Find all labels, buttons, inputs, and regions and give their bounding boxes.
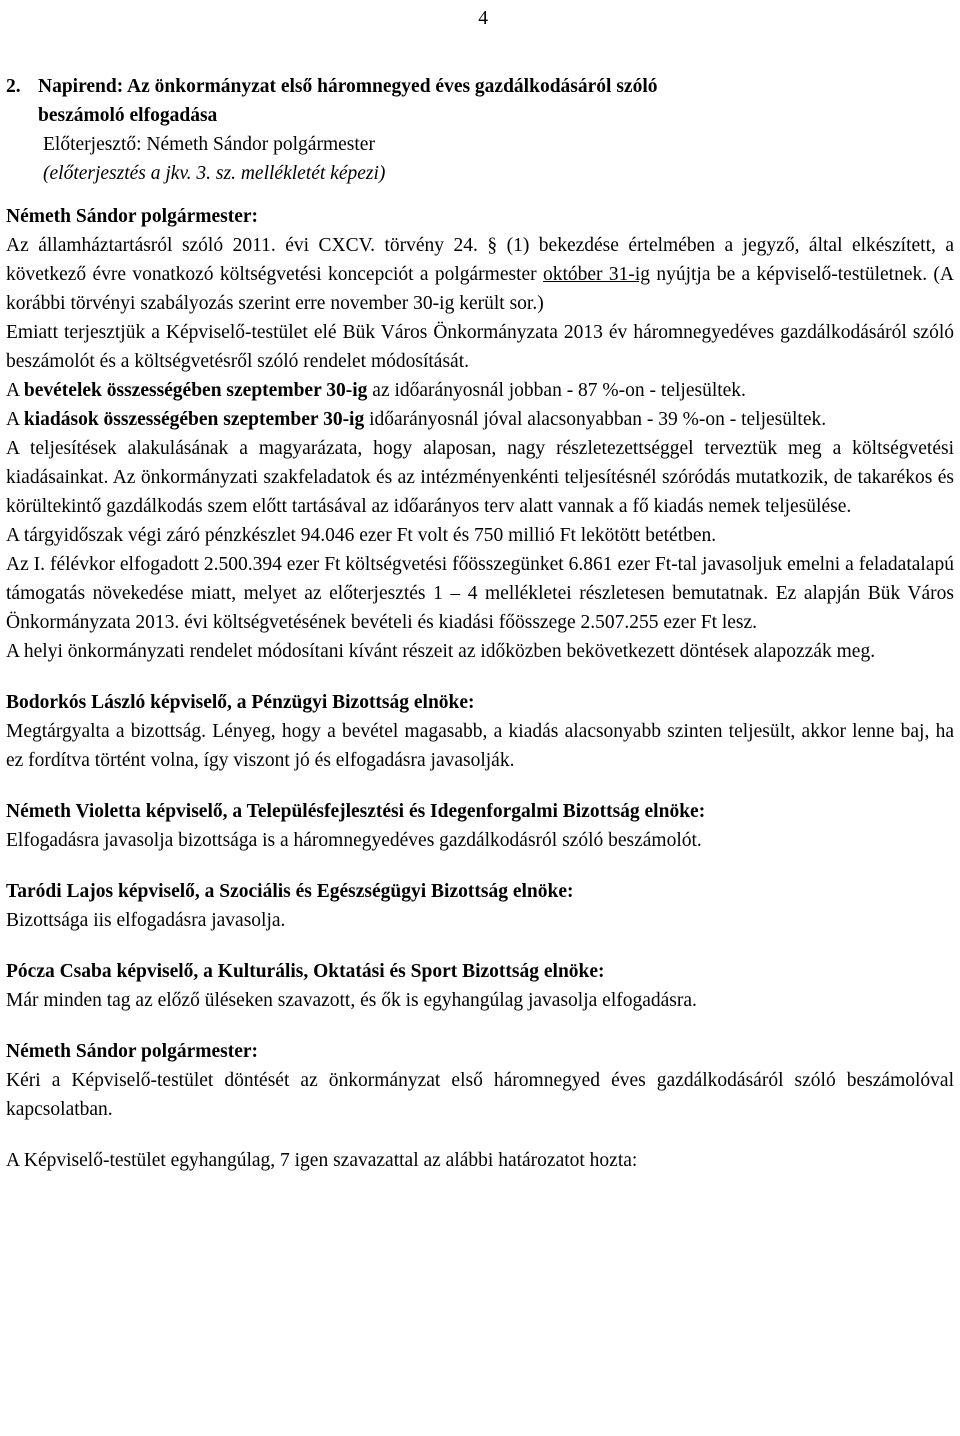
section-social-committee [6,877,954,935]
page-number: 4 [478,8,488,29]
paragraph: Már minden tag az előző üléseken szavazott, és ők is egyhangúlag javasolja elfogadásra. [6,990,697,1011]
speaker-name: Taródi Lajos képviselő, a Szociális és Egészségügyi Bizottság elnöke: [6,881,574,902]
agenda-title-line1: Napirend: Az önkormányzat első háromnegyed éves gazdálkodásáról szóló [38,76,658,97]
section-development-committee [6,797,954,855]
agenda-presenter: Előterjesztő: Németh Sándor polgármester [43,134,375,155]
agenda-number: 2. [6,76,21,97]
paragraph: Az államháztartásról szóló 2011. évi CXCV. törvény 24. § (1) bekezdése értelmében a jegyző, által elkészített, a következő évre vonatkozó költségvetési koncepciót a polgármester október 31-ig nyújtja be a képviselő-testületnek. (A korábbi törvényi szabályozás szerint erre november 30-ig került sor.) [6,235,955,314]
speaker-name: Bodorkós László képviselő, a Pénzügyi Bizottság elnöke: [6,692,475,713]
closing-statement: A Képviselő-testület egyhangúlag, 7 igen szavazattal az alábbi határozatot hozta: [6,1150,638,1171]
section-mayor-intro [6,202,954,666]
paragraph: A teljesítések alakulásának a magyarázata, hogy alaposan, nagy részletezettséggel terveztük meg a költségvetési kiadásainkat. Az önkormányzati szakfeladatok és az intézményenkénti teljesítésnél szóródás mutatkozik, de takarékos és körültekintő gazdálkodás szem előtt tartásával az időarányos terv alatt vannak a fő kiadás nemek teljesülése. [6,438,954,517]
section-mayor-request [6,1037,954,1124]
section-finance-committee [6,688,954,775]
speaker-name: Németh Sándor polgármester: [6,206,259,227]
agenda-item [6,72,954,188]
agenda-attachment-note: (előterjesztés a jkv. 3. sz. mellékletét képezi) [43,163,386,184]
paragraph: Bizottsága iis elfogadásra javasolja. [6,910,286,931]
paragraph: Emiatt terjesztjük a Képviselő-testület elé Bük Város Önkormányzata 2013 év háromnegyedéves gazdálkodásáról szóló beszámolót és a költségvetésről szóló rendelet módosítását. [6,322,954,372]
paragraph: Kéri a Képviselő-testület döntését az önkormányzat első háromnegyed éves gazdálkodásáról szóló beszámolóval kapcsolatban. [6,1070,954,1120]
paragraph: A bevételek összességében szeptember 30-ig az időarányosnál jobban - 87 %-on - teljesültek. [6,380,746,401]
document-body [6,72,954,1175]
paragraph: Az I. félévkor elfogadott 2.500.394 ezer Ft költségvetési főösszegünket 6.861 ezer Ft-tal javasoljuk emelni a feladatalapú támogatás növekedése miatt, melyet az előterjesztés 1 – 4 mellékletei részletesen bemutatnak. Ez alapján Bük Város Önkormányzata 2013. évi költségvetésének bevételi és kiadási főösszege 2.507.255 ezer Ft lesz. [6,554,954,633]
paragraph: A helyi önkormányzati rendelet módosítani kívánt részeit az időközben bekövetkezett döntések alapozzák meg. [6,641,876,662]
speaker-name: Pócza Csaba képviselő, a Kulturális, Oktatási és Sport Bizottság elnöke: [6,961,605,982]
speaker-name: Németh Violetta képviselő, a Településfejlesztési és Idegenforgalmi Bizottság elnöke: [6,801,706,822]
paragraph: A tárgyidőszak végi záró pénzkészlet 94.046 ezer Ft volt és 750 millió Ft lekötött betétben. [6,525,717,546]
paragraph: Elfogadásra javasolja bizottsága is a háromnegyedéves gazdálkodásról szóló beszámolót. [6,830,702,851]
paragraph: Megtárgyalta a bizottság. Lényeg, hogy a bevétel magasabb, a kiadás alacsonyabb szinten teljesült, akkor lenne baj, ha ez fordítva történt volna, így viszont jó és elfogadásra javasolják. [6,721,954,771]
agenda-title-line2: beszámoló elfogadása [38,105,218,126]
section-culture-committee [6,957,954,1015]
paragraph: A kiadások összességében szeptember 30-ig időarányosnál jóval alacsonyabban - 39 %-on - teljesültek. [6,409,827,430]
speaker-name: Németh Sándor polgármester: [6,1041,259,1062]
